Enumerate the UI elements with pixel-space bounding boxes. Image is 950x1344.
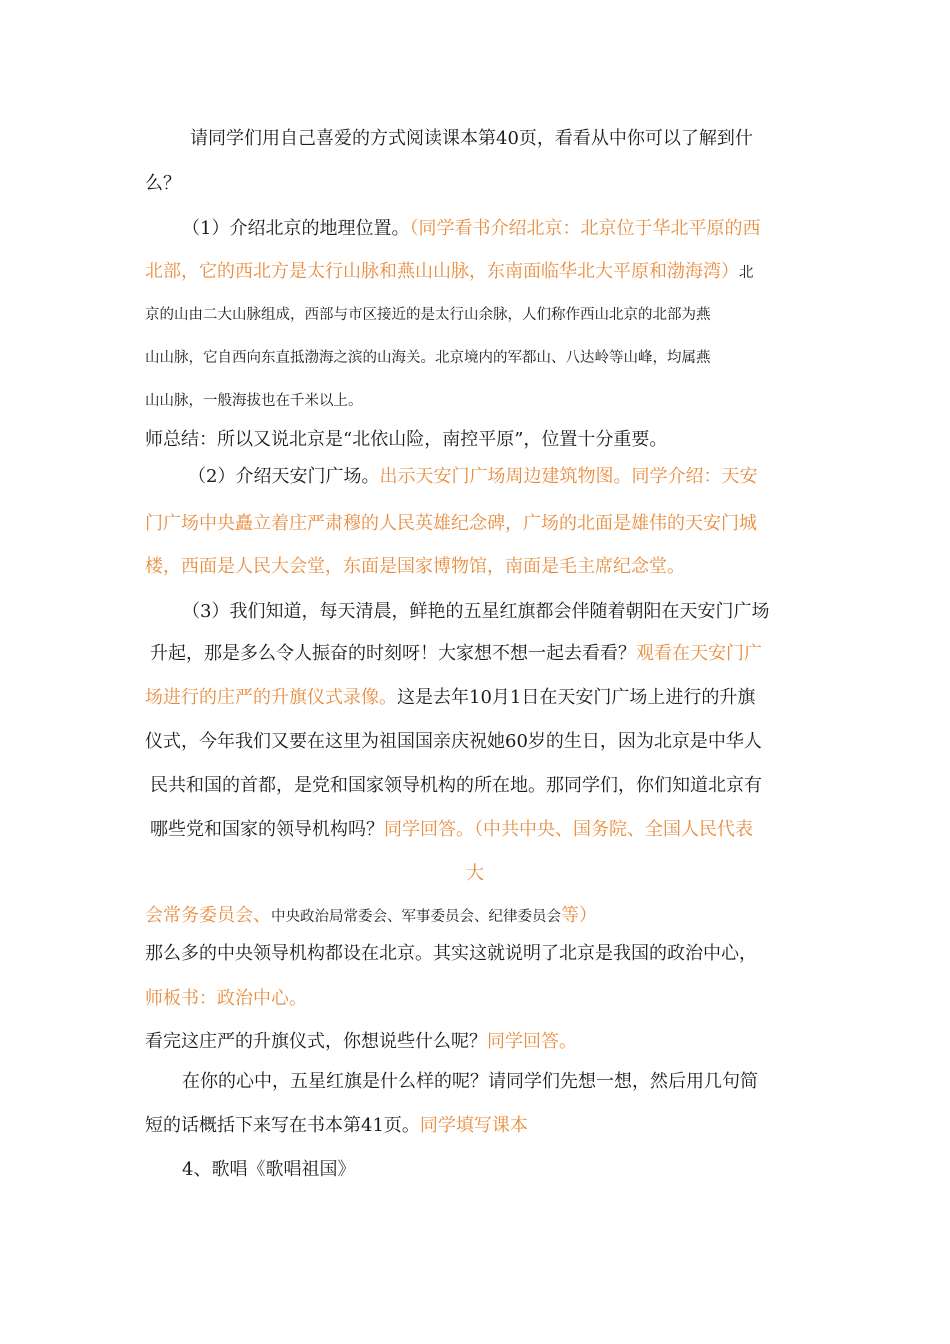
section-2-heading bbox=[188, 465, 868, 489]
text: 民共和国的首都，是党和国家领导机构的所在地。那同学们，你们知道北京有 bbox=[150, 775, 762, 796]
text: 请同学们用自己喜爱的方式阅读课本第40页，看看从中你可以了解到什 bbox=[190, 128, 753, 149]
section-3-line-6 bbox=[150, 818, 830, 842]
paragraph-5-line-1 bbox=[182, 1070, 862, 1094]
section-2-line-3 bbox=[145, 555, 825, 579]
paragraph-5-line-2 bbox=[145, 1114, 825, 1138]
small-text: 山山脉，一般海拔也在千米以上。 bbox=[145, 393, 363, 409]
section-3-line-9 bbox=[145, 942, 825, 966]
text: 升起，那是多么令人振奋的时刻呀！大家想不想一起去看看？ bbox=[150, 643, 636, 664]
highlight-text: 同学填写课本 bbox=[419, 1115, 528, 1136]
highlight-text: 出示天安门广场周边建筑物图。同学介绍：天安 bbox=[379, 466, 758, 487]
small-text: 中央政治局常委会、军事委员会、纪律委员会 bbox=[271, 909, 561, 925]
highlight-text: 大 bbox=[466, 863, 484, 884]
highlight-text: 会常务委员会、 bbox=[145, 905, 271, 926]
section-title: 4、歌唱《歌唱祖国》 bbox=[182, 1159, 356, 1180]
text: 短的话概括下来写在书本第41页。 bbox=[145, 1115, 420, 1136]
section-2-line-2 bbox=[145, 512, 825, 536]
section-3-line-2 bbox=[150, 642, 830, 666]
highlight-text: 同学回答。（中共中央、国务院、全国人民代表 bbox=[384, 819, 753, 840]
highlight-text: 门广场中央矗立着庄严肃穆的人民英雄纪念碑，广场的北面是雄伟的天安门城 bbox=[145, 513, 757, 534]
section-4-heading bbox=[182, 1158, 862, 1182]
highlight-text: 观看在天安门广 bbox=[636, 643, 762, 664]
section-3-line-1 bbox=[182, 600, 862, 624]
small-text: 京的山由二大山脉组成，西部与市区接近的是太行山余脉，人们称作西山北京的北部为燕 bbox=[145, 307, 711, 323]
section-1-summary bbox=[145, 428, 825, 452]
section-1-heading bbox=[182, 217, 862, 241]
highlight-text: 师板书：政治中心。 bbox=[145, 988, 307, 1009]
section-title: （2）介绍天安门广场。 bbox=[188, 466, 380, 487]
highlight-text: 楼，西面是人民大会堂，东面是国家博物馆，南面是毛主席纪念堂。 bbox=[145, 556, 685, 577]
text: （3）我们知道，每天清晨，鲜艳的五星红旗都会伴随着朝阳在天安门广场 bbox=[182, 601, 770, 622]
section-1-line-5 bbox=[145, 389, 825, 413]
section-1-line-3 bbox=[145, 303, 825, 327]
small-text: 山山脉，它自西向东直抵渤海之滨的山海关。北京境内的军都山、八达岭等山峰，均属燕 bbox=[145, 350, 711, 366]
text: 仪式，今年我们又要在这里为祖国国亲庆祝她60岁的生日，因为北京是中华人 bbox=[145, 731, 762, 752]
highlight-text: 等） bbox=[561, 905, 597, 926]
text: 那么多的中央领导机构都设在北京。其实这就说明了北京是我国的政治中心， bbox=[145, 943, 757, 964]
text: 这是去年10月1日在天安门广场上进行的升旗 bbox=[397, 687, 756, 708]
section-1-line-4 bbox=[145, 346, 825, 370]
summary-text: 师总结：所以又说北京是“北依山险，南控平原”，位置十分重要。 bbox=[145, 429, 668, 450]
text: 哪些党和国家的领导机构吗？ bbox=[150, 819, 384, 840]
section-3-line-4 bbox=[145, 730, 825, 754]
section-3-line-3 bbox=[145, 686, 825, 710]
section-1-line-2 bbox=[145, 260, 825, 285]
small-text: 北 bbox=[739, 265, 754, 281]
section-title: （1）介绍北京的地理位置。 bbox=[182, 218, 410, 239]
section-3-board-note bbox=[145, 987, 825, 1011]
paragraph-1-line-2 bbox=[145, 172, 825, 196]
text: 么？ bbox=[145, 173, 181, 194]
section-3-line-5 bbox=[150, 774, 830, 798]
highlight-text: （同学看书介绍北京：北京位于华北平原的西 bbox=[409, 218, 761, 239]
section-3-line-11 bbox=[145, 1030, 825, 1054]
paragraph-1-line-1 bbox=[190, 127, 870, 151]
section-3-line-8 bbox=[145, 904, 825, 929]
text: 在你的心中，五星红旗是什么样的呢？请同学们先想一想，然后用几句简 bbox=[182, 1071, 758, 1092]
highlight-text: 北部，它的西北方是太行山脉和燕山山脉，东南面临华北大平原和渤海湾） bbox=[145, 261, 739, 282]
highlight-text: 同学回答。 bbox=[487, 1031, 577, 1052]
text: 看完这庄严的升旗仪式，你想说些什么呢？ bbox=[145, 1031, 487, 1052]
section-3-line-7 bbox=[466, 862, 506, 886]
highlight-text: 场进行的庄严的升旗仪式录像。 bbox=[145, 687, 397, 708]
